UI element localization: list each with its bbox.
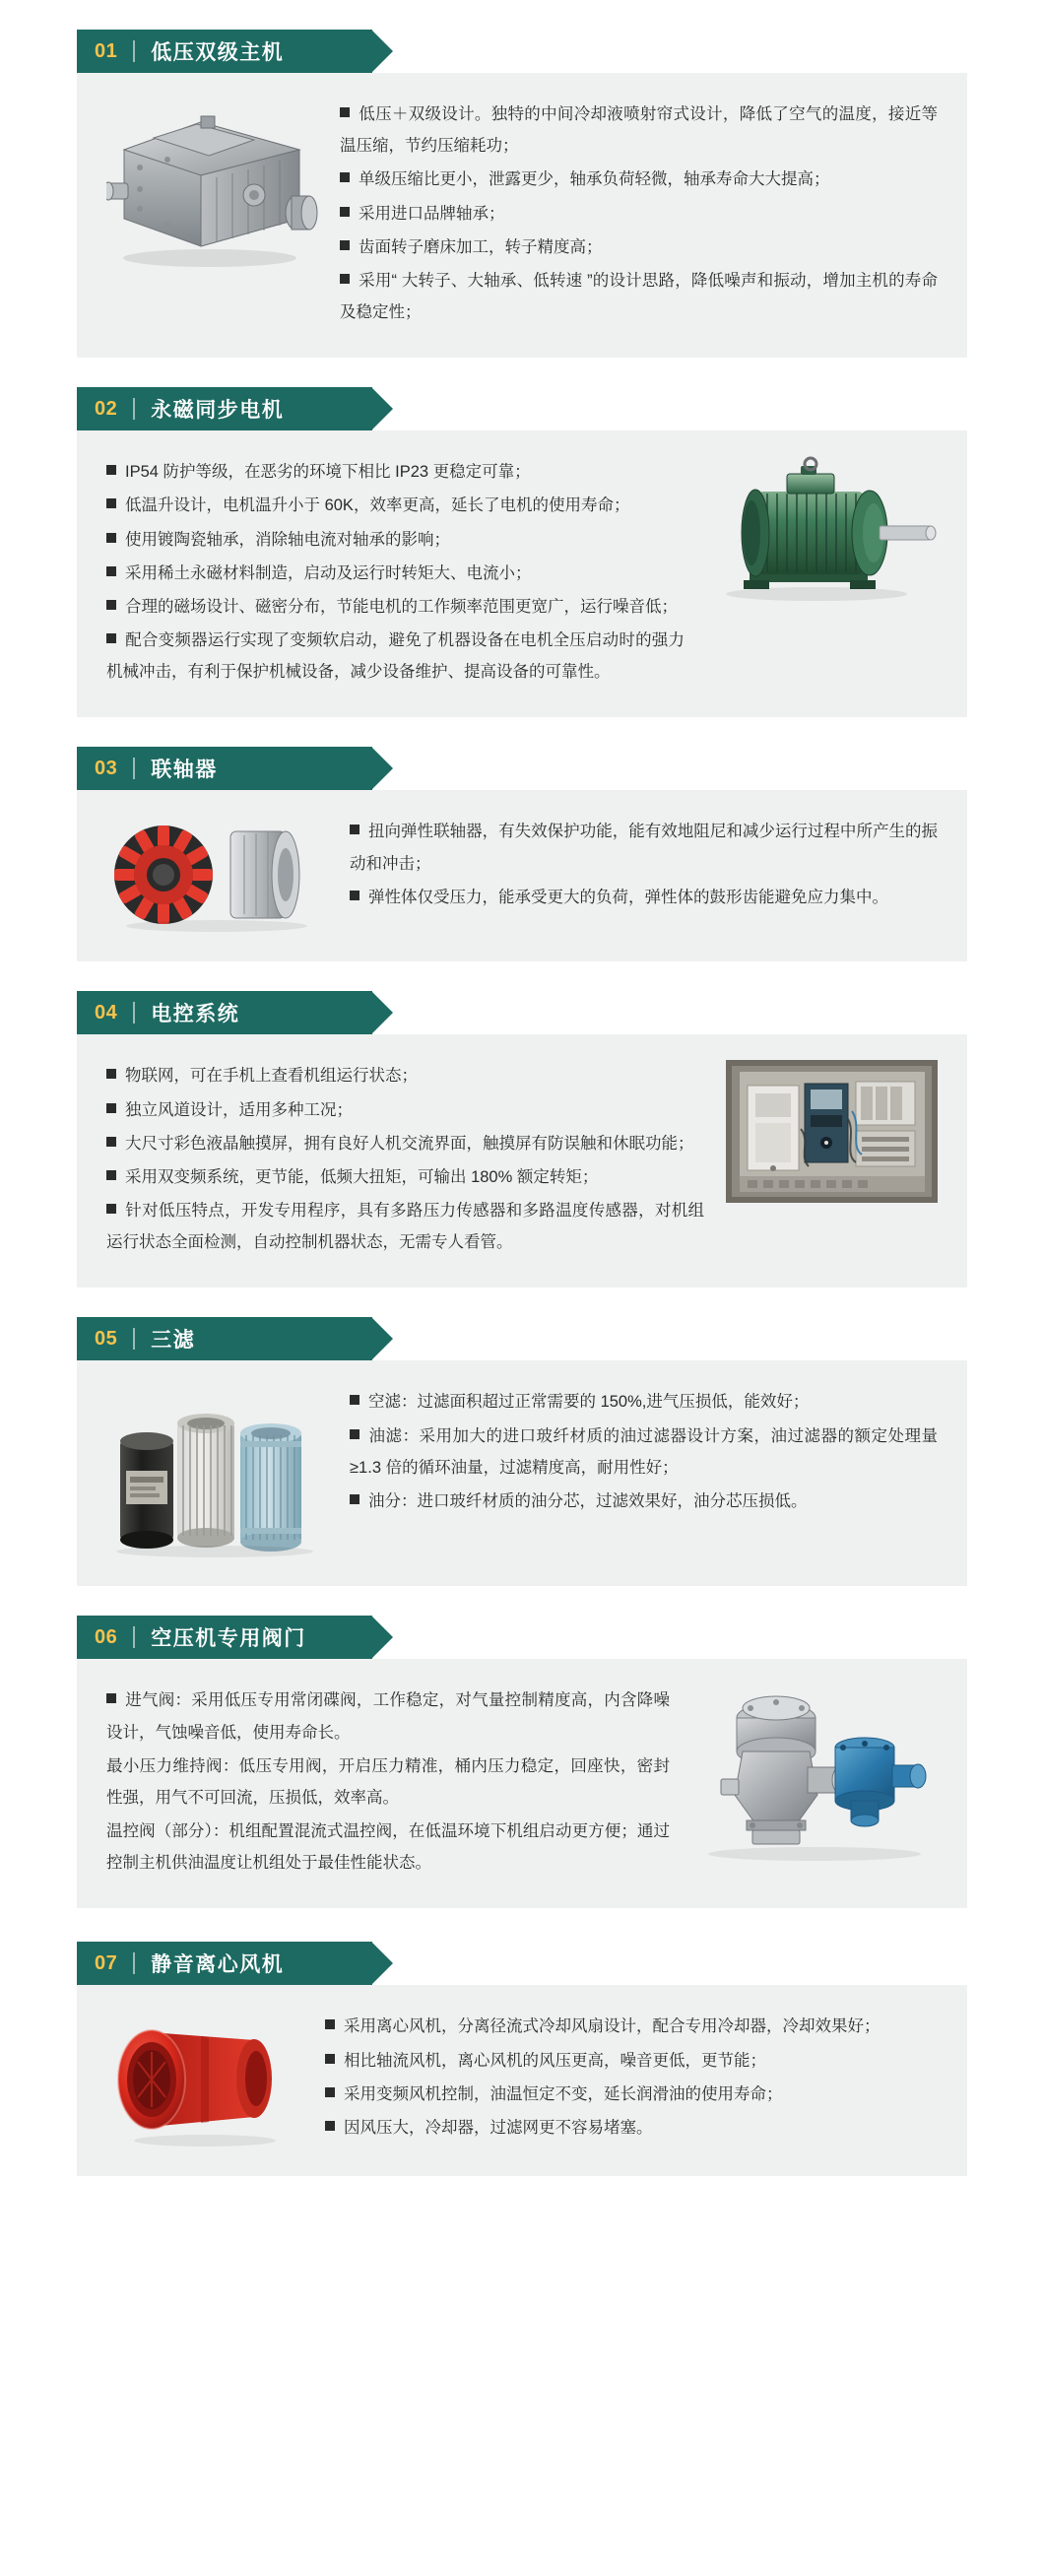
section-body (77, 1034, 967, 1288)
feature-line (325, 2112, 938, 2144)
section-01 (77, 30, 967, 358)
line-text: 齿面转子磨床加工，转子精度高； (359, 237, 603, 256)
section-header (77, 991, 967, 1034)
line-text: IP54 防护等级，在恶劣的环境下相比 IP23 更稳定可靠； (125, 463, 531, 482)
content-row (106, 1060, 938, 1260)
motor-illustration (706, 456, 938, 604)
centrifugal-fan-photo (106, 2011, 303, 2148)
line-text: 独立风道设计，适用多种工况； (125, 1100, 353, 1119)
bullet-icon (350, 825, 359, 834)
electric-control-cabinet-photo (726, 1060, 938, 1203)
bullet-icon (350, 891, 359, 900)
line-text: 弹性体仅受压力，能承受更大的负荷，弹性体的鼓形齿能避免应力集中。 (368, 888, 888, 906)
divider (133, 398, 135, 420)
line-text: 大尺寸彩色液晶触摸屏，拥有良好人机交流界面，触摸屏有防误触和休眠功能； (125, 1134, 694, 1153)
section-03 (77, 747, 967, 961)
feature-line (106, 490, 685, 521)
spacer (0, 717, 1044, 747)
section-number: 01 (95, 39, 118, 62)
section-body (77, 1985, 967, 2176)
line-text: 进气阀：采用低压专用常闭碟阀，工作稳定，对气量控制精度高，内含降噪设计，气蚀噪音低，使用寿命长。 (106, 1691, 670, 1742)
section-title: 空压机专用阀门 (151, 1627, 306, 1651)
two-stage-airend-photo (106, 99, 318, 271)
feature-text (106, 1060, 704, 1260)
filters-illustration (106, 1386, 328, 1558)
bullet-icon (106, 1693, 116, 1703)
section-ribbon (77, 387, 372, 430)
feature-line (106, 1060, 704, 1091)
bullet-icon (106, 533, 116, 543)
line-text: 采用进口品牌轴承； (359, 204, 505, 223)
spacer (0, 1288, 1044, 1317)
bullet-icon (340, 274, 350, 284)
bullet-icon (340, 207, 350, 217)
bullet-icon (325, 2019, 335, 2029)
feature-line (106, 1684, 670, 1748)
bullet-icon (350, 1494, 359, 1504)
spacer (0, 961, 1044, 991)
line-text: 空滤：过滤面积超过正常需要的 150%,进气压损低，能效好； (368, 1393, 810, 1412)
section-body (77, 73, 967, 358)
line-text: 合理的磁场设计、磁密分布，节能电机的工作频率范围更宽广，运行噪音低； (125, 597, 678, 616)
section-02 (77, 387, 967, 717)
section-ribbon (77, 1317, 372, 1360)
divider (133, 1002, 135, 1024)
line-text: 使用镀陶瓷轴承，消除轴电流对轴承的影响； (125, 530, 450, 549)
feature-line (106, 456, 685, 488)
section-title: 联轴器 (151, 759, 218, 782)
section-header (77, 747, 967, 790)
feature-line (340, 99, 938, 162)
section-ribbon (77, 30, 372, 73)
feature-line (325, 2011, 938, 2042)
section-header (77, 1317, 967, 1360)
fan-illustration (106, 2011, 303, 2148)
bullet-icon (106, 633, 116, 643)
section-ribbon (77, 1616, 372, 1659)
bullet-icon (325, 2087, 335, 2097)
feature-line (106, 1128, 704, 1159)
line-text: 相比轴流风机，离心风机的风压更高，噪音更低，更节能； (344, 2051, 766, 2070)
divider (133, 40, 135, 62)
feature-line (325, 2045, 938, 2077)
bullet-icon (340, 107, 350, 117)
section-number: 04 (95, 1001, 118, 1024)
section-05 (77, 1317, 967, 1586)
feature-line (106, 1195, 704, 1258)
section-header (77, 30, 967, 73)
bullet-icon (106, 1137, 116, 1147)
bullet-icon (106, 498, 116, 508)
bullet-icon (106, 465, 116, 475)
feature-line (106, 1161, 704, 1193)
feature-line (106, 1094, 704, 1126)
feature-line (106, 558, 685, 589)
line-text: 因风压大，冷却器，过滤网更不容易堵塞。 (344, 2118, 653, 2137)
section-number: 05 (95, 1327, 118, 1350)
content-row (106, 816, 938, 934)
content-row (106, 456, 938, 690)
section-06 (77, 1616, 967, 1908)
divider (133, 1328, 135, 1350)
section-header (77, 1942, 967, 1985)
feature-line (106, 524, 685, 556)
feature-line (340, 231, 938, 263)
spacer (0, 358, 1044, 387)
content-row (106, 1684, 938, 1881)
bullet-icon (340, 240, 350, 250)
line-text: 采用离心风机，分离径流式冷却风扇设计，配合专用冷却器，冷却效果好； (344, 2017, 881, 2036)
line-text: 低温升设计，电机温升小于 60K，效率更高，延长了电机的使用寿命； (125, 496, 630, 515)
section-07 (77, 1942, 967, 2176)
feature-text (106, 456, 685, 690)
feature-line (106, 1750, 670, 1814)
spacer (0, 1908, 1044, 1942)
line-text: 配合变频器运行实现了变频软启动，避免了机器设备在电机全压启动时的强力机械冲击，有利于保护机械设备，减少设备维护、提高设备的可靠性。 (106, 631, 685, 682)
section-ribbon (77, 1942, 372, 1985)
section-number: 06 (95, 1625, 118, 1648)
section-header (77, 1616, 967, 1659)
section-number: 02 (95, 397, 118, 420)
line-text: 采用双变频系统，更节能，低频大扭矩，可输出 180% 额定转矩； (125, 1167, 599, 1186)
section-ribbon (77, 991, 372, 1034)
line-text: 扭向弹性联轴器，有失效保护功能，能有效地阻尼和减少运行过程中所产生的振动和冲击； (350, 823, 938, 873)
line-text: 采用稀土永磁材料制造，启动及运行时转矩大、电流小； (125, 563, 532, 582)
divider (133, 758, 135, 779)
section-title: 三滤 (151, 1329, 196, 1353)
three-filters-photo (106, 1386, 328, 1558)
bullet-icon (350, 1429, 359, 1439)
bullet-icon (340, 172, 350, 182)
air-compressor-valves-photo (691, 1684, 938, 1867)
line-text: 针对低压特点，开发专用程序，具有多路压力传感器和多路温度传感器，对机组运行状态全面检测，自动控制机器状态，无需专人看管。 (106, 1202, 704, 1252)
section-body (77, 430, 967, 717)
content-row (106, 2011, 938, 2148)
bullet-icon (106, 1103, 116, 1113)
section-number: 03 (95, 757, 118, 779)
flexible-coupling-photo (106, 816, 328, 934)
valves-illustration (691, 1684, 938, 1867)
feature-line (350, 1420, 938, 1484)
section-title: 低压双级主机 (151, 41, 285, 64)
section-header (77, 387, 967, 430)
section-body (77, 1360, 967, 1586)
feature-line (350, 1386, 938, 1418)
feature-line (106, 625, 685, 688)
bullet-icon (325, 2121, 335, 2131)
feature-line (106, 1816, 670, 1879)
line-text: 采用变频风机控制，油温恒定不变，延长润滑油的使用寿命； (344, 2084, 783, 2103)
feature-text (350, 1386, 938, 1519)
section-title: 永磁同步电机 (151, 399, 285, 423)
content-row (106, 1386, 938, 1558)
section-title: 静音离心风机 (151, 1953, 285, 1977)
section-body (77, 790, 967, 961)
bullet-icon (106, 566, 116, 576)
feature-text (325, 2011, 938, 2146)
bullet-icon (106, 1069, 116, 1079)
section-body (77, 1659, 967, 1908)
permanent-magnet-motor-photo (706, 456, 938, 604)
content-row (106, 99, 938, 330)
bullet-icon (106, 1204, 116, 1214)
feature-line (325, 2079, 938, 2110)
spacer (0, 0, 1044, 30)
section-number: 07 (95, 1951, 118, 1974)
line-text: 油滤：采用加大的进口玻纤材质的油过滤器设计方案，油过滤器的额定处理量≥1.3 倍的循环油量，过滤精度高，耐用性好； (350, 1426, 938, 1477)
section-title: 电控系统 (151, 1003, 240, 1026)
control-cabinet-illustration (726, 1060, 938, 1203)
bullet-icon (350, 1395, 359, 1405)
line-text: 单级压缩比更小，泄露更少，轴承负荷轻微，轴承寿命大大提高； (359, 170, 830, 189)
bullet-icon (106, 600, 116, 610)
feature-line (340, 198, 938, 230)
divider (133, 1626, 135, 1648)
line-text: 油分：进口玻纤材质的油分芯，过滤效果好，油分芯压损低。 (368, 1491, 808, 1510)
line-text: 物联网，可在手机上查看机组运行状态； (125, 1067, 418, 1086)
section-04 (77, 991, 967, 1288)
feature-line (340, 265, 938, 328)
bullet-icon (106, 1170, 116, 1180)
coupling-illustration (106, 816, 328, 934)
feature-line (350, 1486, 938, 1517)
line-text: 采用“ 大转子、大轴承、低转速 ”的设计思路，降低噪声和振动，增加主机的寿命及稳定性； (340, 271, 938, 322)
section-ribbon (77, 747, 372, 790)
divider (133, 1952, 135, 1974)
line-text: 温控阀（部分）：机组配置混流式温控阀，在低温环境下机组启动更方便；通过控制主机供油温度让机组处于最佳性能状态。 (106, 1822, 670, 1873)
feature-text (350, 816, 938, 915)
line-text: 低压＋双级设计。独特的中间冷却液喷射帘式设计，降低了空气的温度，接近等温压缩，节约压缩耗功； (340, 105, 938, 156)
bullet-icon (325, 2054, 335, 2064)
feature-text (340, 99, 938, 330)
feature-line (350, 882, 938, 913)
spacer (0, 1586, 1044, 1616)
feature-line (106, 591, 685, 623)
feature-line (350, 816, 938, 879)
line-text: 最小压力维持阀：低压专用阀，开启压力精准，桶内压力稳定，回座快，密封性强，用气不可回流，压损低，效率高。 (106, 1756, 670, 1807)
feature-text (106, 1684, 670, 1881)
airend-illustration (106, 99, 318, 271)
feature-line (340, 164, 938, 195)
